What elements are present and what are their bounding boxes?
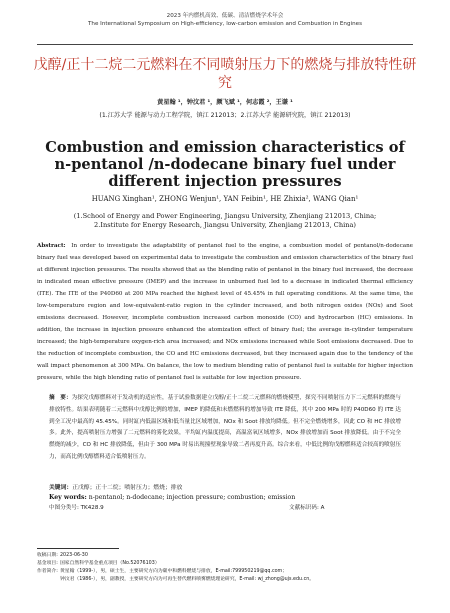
received-date: 收稿日期: 2023-06-30 xyxy=(37,553,88,558)
authors-cn: 黄星翰 ¹，钟汶君 ¹，颜飞斌 ¹，何志霞 ²，王谦 ¹ xyxy=(157,99,293,106)
affiliation-en xyxy=(30,212,420,229)
clc-number: 中图分类号: TK428.9 xyxy=(49,505,104,511)
classification-row xyxy=(49,504,401,512)
footnote-divider xyxy=(37,548,119,549)
abstract-cn-label: 摘 要： xyxy=(49,395,72,401)
keywords-cn-text: 正戊醇；正十二烷；喷射压力；燃烧；排放 xyxy=(72,485,183,491)
paper-title-cn: 戊醇/正十二烷二元燃料在不同喷射压力下的燃烧与排放特性研究 xyxy=(33,57,417,91)
keywords-cn-label: 关键词： xyxy=(49,485,73,491)
author-bio-1: 作者简介: 黄星翰（1999-），男，硕士生，主要研究方向为碳中和燃料燃烧与排放，E-mail:799950219@qq.com； xyxy=(37,569,288,574)
abstract-cn-text: 为探究戊醇燃料对于发动机的适应性，基于试验数据建立戊醇/正十二烷二元燃料的燃烧模型，探究不同喷射压力下二元燃料的燃烧与排放特性。结果表明随着二元燃料中戊醇比例的增加，IMEP 的降低和未燃燃料的增加导致 ITE 降低，其中 200 MPa 时的 P40D60 的 ITE 达到全工况中最高的 45.45%。同时缸内低温区域和低当量比区域增加，NOx 和 Soot 排放均降低。但不完全燃烧增多，因此 CO 和 HC 排放增多。此外，提高喷射压力增强了二元燃料的雾化效果，平均缸内温度提高，高温富氧区域增多，NOx 排放增加而 Soot 排放降低。由于不完全燃烧的减少，CO 和 HC 排放降低，但由于 300 MPa 时易出现撞壁现象导致二者再度升高。综合来看，中低比例的戊醇燃料适合较高的喷射压力，而高比例戊醇燃料适合低喷射压力。 xyxy=(49,395,401,460)
abstract-text: In order to investigate the adaptability of pentanol fuel to the engine, a combustion model of pentanol/n-dodecane binary fuel was developed based on experimental data to investigate the combustion and emission characteristics of the binary fuel at different injection pressures. The results showed that as the blending ratio of pentanol in the binary fuel increased, the decrease in indicated mean effective pressure (IMEP) and the increase in unburned fuel led to a decrease in indicated thermal efficiency (ITE). The ITE of the P40D60 at 200 MPa reached the highest level of 45.45% in full operating conditions. At the same time, the low-temperature region and low-equivalent-ratio region in the cylinder increased, and both nitrogen oxides (NOx) and Soot emissions decreased. However, incomplete combustion increased carbon monoxide (CO) and hydrocarbon (HC) emissions. In addition, the increase in injection pressure enhanced the atomization effect of binary fuel; the average in-cylinder temperature increased; the high-temperature oxygen-rich area increased; and NOx emissions increased while Soot emissions decreased. Due to the reduction of incomplete combustion, the CO and HC emissions decreased, but they increased again due to the tendency of the wall impact phenomenon at 300 MPa. On balance, the low to medium blending ratio of pentanol fuel is suitable for higher injection pressure, while the high blending ratio of pentanol fuel is suitable for low injection pressure. xyxy=(37,243,413,381)
header-divider xyxy=(37,44,413,45)
keywords-en-label: Key words: xyxy=(49,494,87,501)
abstract-en xyxy=(37,240,413,384)
abstract-label: Abstract: xyxy=(37,243,66,249)
affiliation-en-2: 2.Institute for Energy Research, Jiangsu University, Zhenjiang 212013, China) xyxy=(94,220,356,229)
conference-title-cn: 2023 年内燃机高效、低碳、清洁燃烧学术年会 xyxy=(166,13,284,19)
affiliation-cn: (1.江苏大学 能源与动力工程学院，镇江 212013；2.江苏大学 能源研究院，镇江 212013) xyxy=(99,112,351,119)
footnotes xyxy=(37,552,420,584)
keywords-cn xyxy=(49,484,401,492)
fund-info: 基金项目: 国家自然科学基金重点项目（No.52076103） xyxy=(37,561,160,566)
affiliation-en-1: (1.School of Energy and Power Engineering, Jiangsu University, Zhenjiang 212013, China; xyxy=(73,212,377,220)
keywords-en xyxy=(49,494,401,502)
abstract-cn xyxy=(49,393,401,464)
paper-title-en: Combustion and emission characteristics of n-pentanol /n-dodecane binary fuel under different injection pressures xyxy=(45,139,405,190)
keywords-en-text: n-pentanol; n-dodecane; injection pressure; combustion; emission xyxy=(88,494,296,501)
document-code: 文献标识码: A xyxy=(289,505,325,511)
authors-en: HUANG Xinghan¹, ZHONG Wenjun¹, YAN Feibin¹, HE Zhixia², WANG Qian¹ xyxy=(91,195,359,203)
conference-title-en: The International Symposium on High-efficiency, low-carbon emission and Combustion in Engines xyxy=(87,20,362,27)
conference-header xyxy=(0,0,450,28)
author-bio-2: 钟汶君（1986-），男，副教授，主要研究方向为可再生替代燃料喷雾燃烧理论研究，E-mail: wj_zhong@ujs.edu.cn。 xyxy=(60,577,315,582)
